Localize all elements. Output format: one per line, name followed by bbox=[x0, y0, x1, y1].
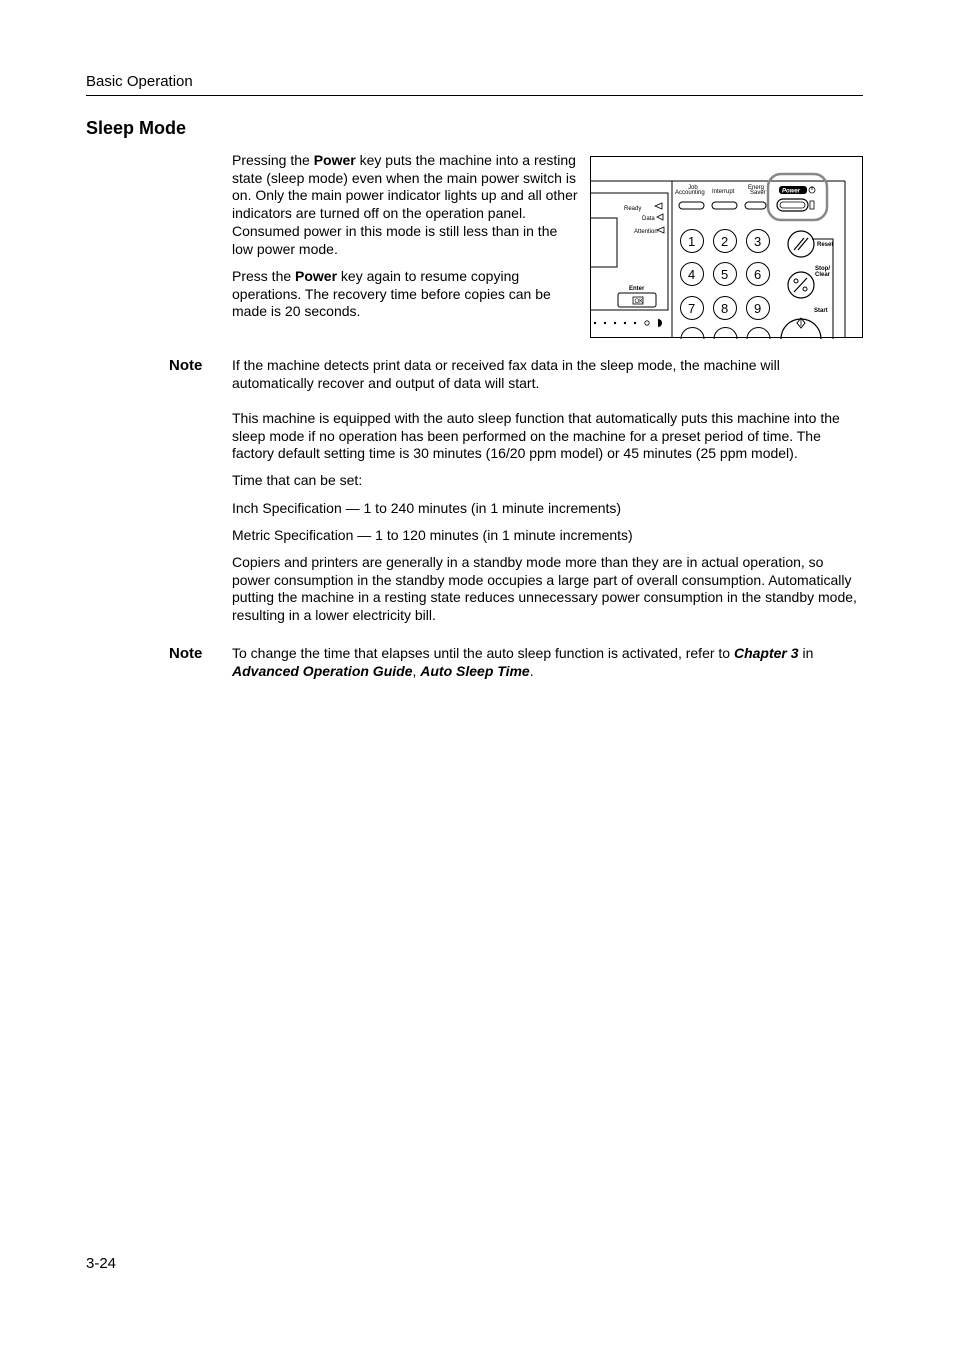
operation-panel-figure bbox=[590, 156, 864, 339]
key-7-label: 7 bbox=[688, 301, 696, 316]
start-label: Start bbox=[814, 308, 828, 314]
key-8-label: 8 bbox=[721, 301, 729, 316]
intro-2-power-key: Power bbox=[295, 268, 338, 284]
intro-paragraph-1 bbox=[232, 152, 582, 258]
key-4-label: 4 bbox=[688, 267, 696, 282]
intro-1-text-b: key puts the machine into a resting state (sleep mode) even when the main power switch is on. Only the main power indicator lights up and all other indicators are turned off on the operation panel. Consumed power in this mode is still less than in the low power mode. bbox=[232, 152, 578, 257]
time-settable-label: Time that can be set: bbox=[232, 472, 363, 488]
guide-reference: Advanced Operation Guide bbox=[232, 662, 413, 679]
power-label: Power bbox=[782, 188, 801, 195]
key-2-label: 2 bbox=[721, 234, 729, 249]
inch-specification: Inch Specification — 1 to 240 minutes (in 1 minute increments) bbox=[232, 500, 622, 516]
enter-label: Enter bbox=[629, 286, 645, 292]
job-label: Job bbox=[688, 185, 698, 191]
running-header: Basic Operation bbox=[86, 73, 193, 90]
ok-label: OK bbox=[634, 299, 644, 305]
note-1-text: If the machine detects print data or received fax data in the sleep mode, the machine will automatically recover and output of data will start. bbox=[232, 357, 780, 391]
header-rule bbox=[86, 95, 863, 96]
note-2-label: Note bbox=[169, 645, 203, 662]
section-title: Sleep Mode bbox=[86, 118, 187, 138]
interrupt-label: Interrupt bbox=[712, 189, 735, 195]
attention-label: Attention bbox=[634, 229, 658, 235]
clear-label: Clear bbox=[815, 272, 831, 278]
intro-2-text-b: key again to resume copying operations. The recovery time before copies can be made is 20 seconds. bbox=[232, 268, 551, 320]
reset-label: Reset bbox=[817, 242, 834, 248]
note-2-text-b: in bbox=[798, 645, 814, 661]
stop-label: Stop/ bbox=[815, 266, 830, 272]
key-6-label: 6 bbox=[754, 267, 762, 282]
intro-1-power-key: Power bbox=[313, 152, 356, 168]
intro-2-text-a: Press the bbox=[232, 268, 296, 284]
accounting-label: Accounting bbox=[675, 190, 705, 196]
energy-saver-label-2: Saver bbox=[750, 190, 766, 196]
note-2-text-a: To change the time that elapses until the auto sleep function is activated, refer to bbox=[232, 645, 734, 661]
intro-paragraph-2 bbox=[232, 268, 572, 321]
auto-sleep-paragraph: This machine is equipped with the auto sleep function that automatically puts this machine into the sleep mode if no operation has been performed on the machine for a preset period of time. The factory default setting time is 30 minutes (16/20 ppm model) or 45 minutes (25 ppm model). bbox=[232, 410, 840, 462]
page-number: 3-24 bbox=[86, 1255, 117, 1272]
ready-label: Ready bbox=[624, 206, 642, 212]
metric-specification: Metric Specification — 1 to 120 minutes (in 1 minute increments) bbox=[232, 527, 633, 543]
note-2-text-c: , bbox=[412, 662, 421, 679]
energy-saver-label: Energ bbox=[748, 185, 765, 191]
key-9-label: 9 bbox=[754, 301, 762, 316]
data-label: Data bbox=[642, 216, 655, 222]
note-2-text-d: . bbox=[529, 662, 534, 679]
setting-reference: Auto Sleep Time bbox=[420, 662, 530, 679]
standby-paragraph: Copiers and printers are generally in a standby mode more than they are in actual operation, so power consumption in the standby mode occupies a large part of overall consumption. Automatically putting the machine in a resting state reduces unnecessary power consumption in the standby mode, resulting in a lower electricity bill. bbox=[232, 554, 857, 624]
key-1-label: 1 bbox=[688, 234, 696, 249]
key-3-label: 3 bbox=[754, 234, 762, 249]
note-1-label: Note bbox=[169, 357, 203, 374]
note-2-text bbox=[232, 645, 842, 680]
key-5-label: 5 bbox=[721, 267, 729, 282]
chapter-reference: Chapter 3 bbox=[733, 645, 799, 661]
intro-1-text-a: Pressing the bbox=[232, 152, 314, 168]
